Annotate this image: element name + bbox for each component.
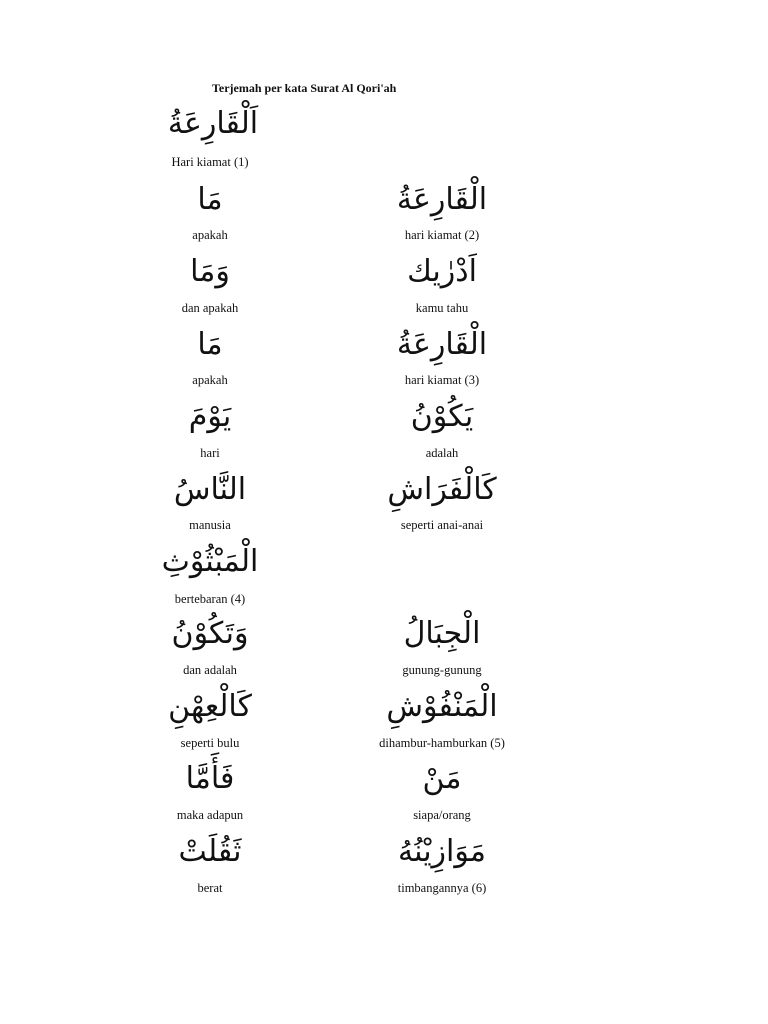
arabic-word-right: اَدْرٰيك [407, 254, 477, 289]
meaning-right: kamu tahu [415, 301, 469, 315]
arabic-word-left: النَّاسُ [173, 472, 247, 507]
meaning-left: maka adapun [176, 808, 244, 822]
arabic-word-left: وَتَكُوْنُ [171, 616, 249, 651]
arabic-word-left: وَمَا [190, 254, 230, 289]
arabic-word-left: مَا [197, 182, 223, 217]
meaning-right: gunung-gunung [402, 663, 482, 677]
arabic-word-left: كَالْعِهْنِ [168, 689, 252, 724]
arabic-word-right: مَنْ [422, 761, 462, 796]
meaning-right: seperti anai-anai [400, 518, 484, 532]
arabic-word-right: الْقَارِعَةُ [396, 182, 488, 217]
meaning-left: hari [200, 446, 220, 460]
meaning-left: berat [197, 881, 223, 895]
meaning-opening: Hari kiamat (1) [171, 155, 249, 169]
arabic-word-left: مَا [197, 327, 223, 362]
arabic-word-left: فَأَمَّا [185, 761, 235, 796]
arabic-word-right: الْقَارِعَةُ [396, 327, 488, 362]
arabic-word-right: يَكُوْنُ [410, 399, 474, 434]
document-title: Terjemah per kata Surat Al Qori'ah [212, 81, 397, 95]
meaning-right: hari kiamat (2) [404, 228, 480, 242]
meaning-right: timbangannya (6) [397, 881, 487, 895]
arabic-word-right: مَوَازِيْنُهُ [398, 834, 486, 869]
meaning-left: bertebaran (4) [174, 592, 246, 606]
arabic-word-right: الْمَنْفُوْشِ [386, 689, 498, 724]
arabic-word-right: الْجِبَالُ [403, 616, 481, 651]
meaning-left: apakah [192, 228, 228, 242]
meaning-right: dihambur-hamburkan (5) [379, 736, 505, 750]
arabic-word-right: كَالْفَرَاشِ [387, 472, 497, 507]
meaning-left: manusia [189, 518, 231, 532]
meaning-left: apakah [192, 373, 228, 387]
meaning-left: seperti bulu [180, 736, 240, 750]
meaning-right: hari kiamat (3) [404, 373, 480, 387]
arabic-word-left: الْمَبْثُوْثِ [161, 544, 259, 579]
meaning-right: siapa/orang [413, 808, 471, 822]
arabic-word-left: يَوْمَ [188, 399, 232, 434]
arabic-word-left: ثَقُلَتْ [178, 834, 242, 869]
arabic-word-opening: اَلْقَارِعَةُ [167, 106, 259, 141]
meaning-right: adalah [425, 446, 459, 460]
meaning-left: dan adalah [183, 663, 237, 677]
meaning-left: dan apakah [181, 301, 239, 315]
